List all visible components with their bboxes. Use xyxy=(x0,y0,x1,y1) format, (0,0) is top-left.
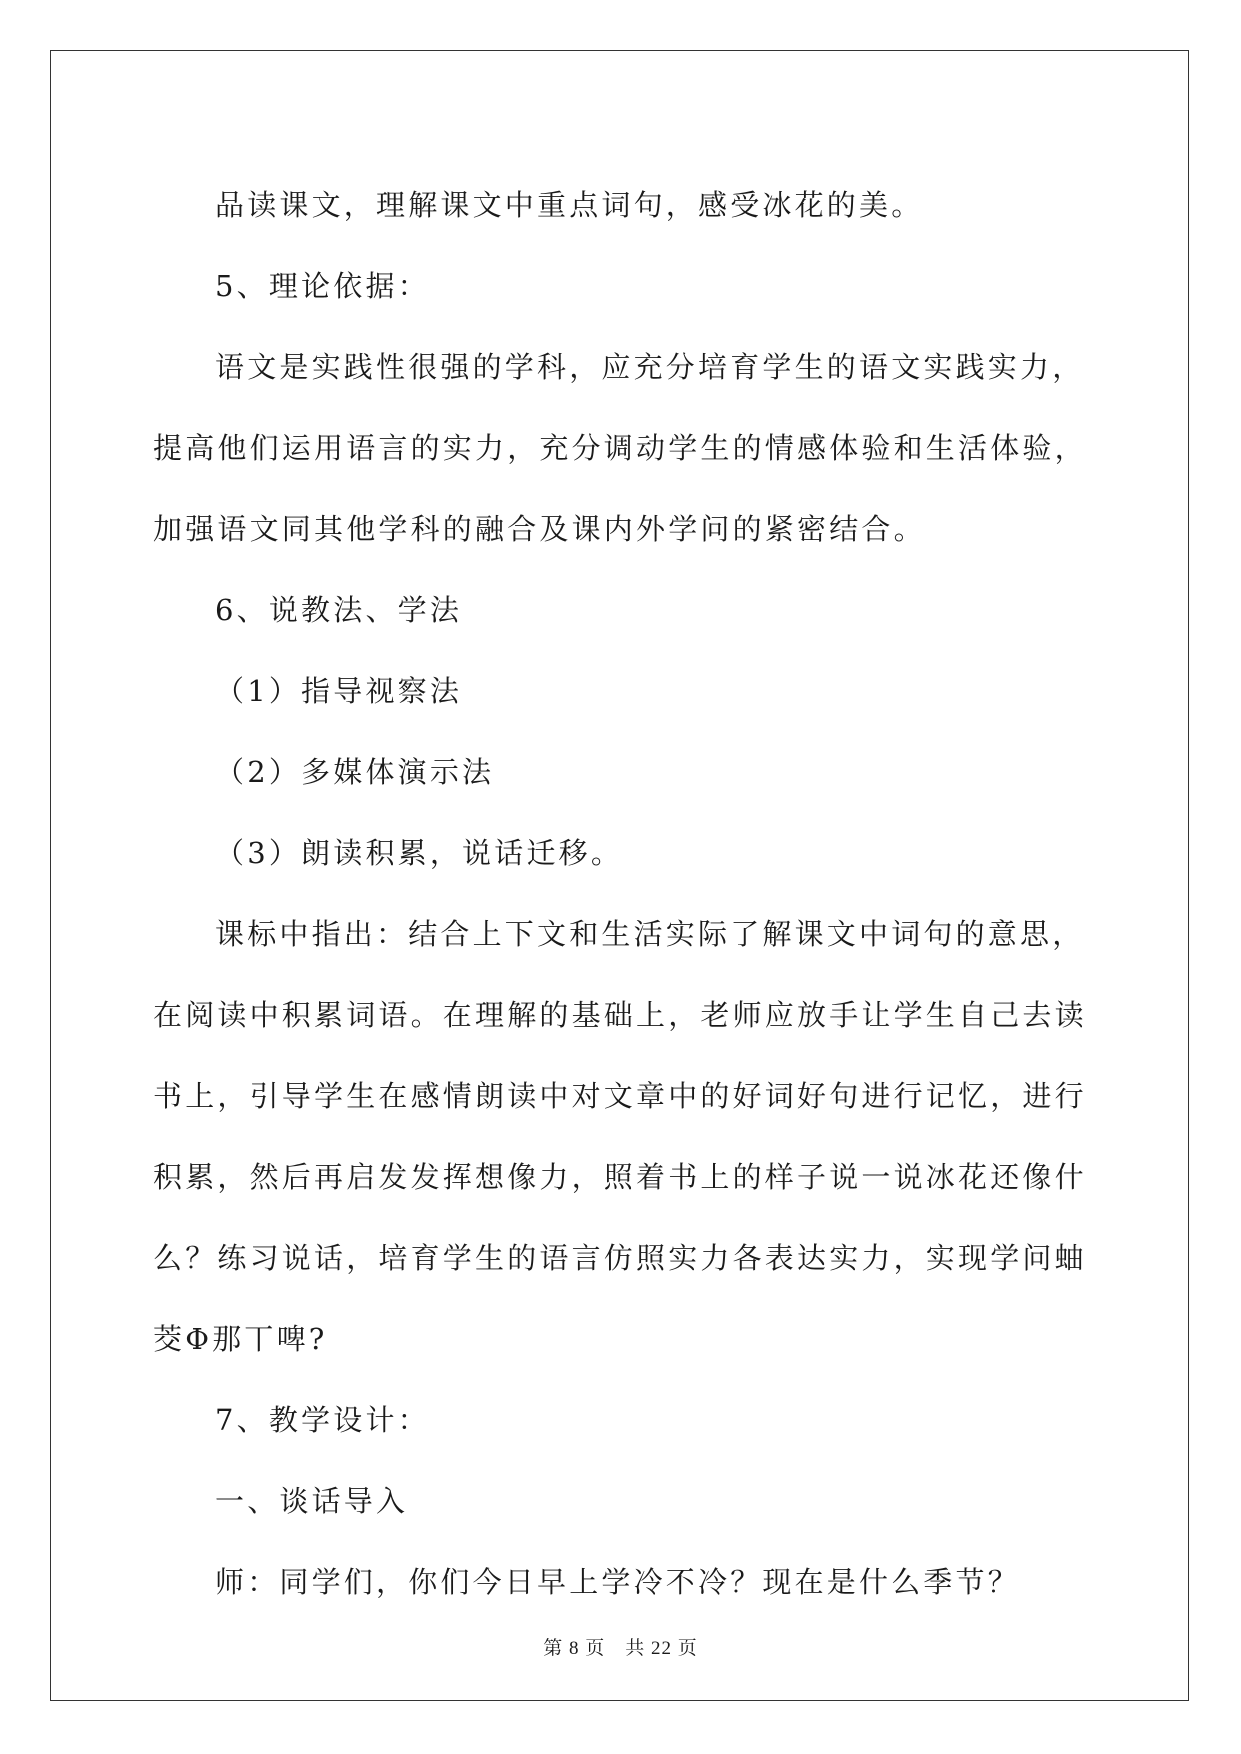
paragraph: 品读课文，理解课文中重点词句，感受冰花的美。 xyxy=(215,188,924,222)
list-item: （1）指导视察法 xyxy=(215,674,463,708)
list-item: （2）多媒体演示法 xyxy=(215,755,495,789)
page-number-footer: 第 8 页 共 22 页 xyxy=(543,1638,698,1659)
paragraph: 师：同学们，你们今日早上学冷不冷？现在是什么季节？ xyxy=(215,1565,1021,1599)
paragraph: 课标中指出：结合上下文和生活实际了解课文中词句的意思，在阅读中积累词语。在理解的基础上，老师应放手让学生自己去读书上，引导学生在感情朗读中对文章中的好词好句进行记忆，进行积累，然后再启发发挥想像力，照着书上的样子说一说冰花还像什么？练习说话，培育学生的语言仿照实力各表达实力，实现学问蚰茭Φ那丅啤? xyxy=(153,917,1087,1356)
section-heading: 7、教学设计： xyxy=(215,1403,430,1437)
document-body xyxy=(153,165,1098,1623)
section-heading: 6、说教法、学法 xyxy=(215,593,463,627)
sub-heading: 一、谈话导入 xyxy=(215,1484,409,1518)
section-heading: 5、理论依据： xyxy=(215,269,430,303)
paragraph: 语文是实践性很强的学科，应充分培育学生的语文实践实力，提高他们运用语言的实力，充分调动学生的情感体验和生活体验，加强语文同其他学科的融合及课内外学问的紧密结合。 xyxy=(153,350,1087,546)
list-item: （3）朗读积累，说话迁移。 xyxy=(215,836,624,870)
